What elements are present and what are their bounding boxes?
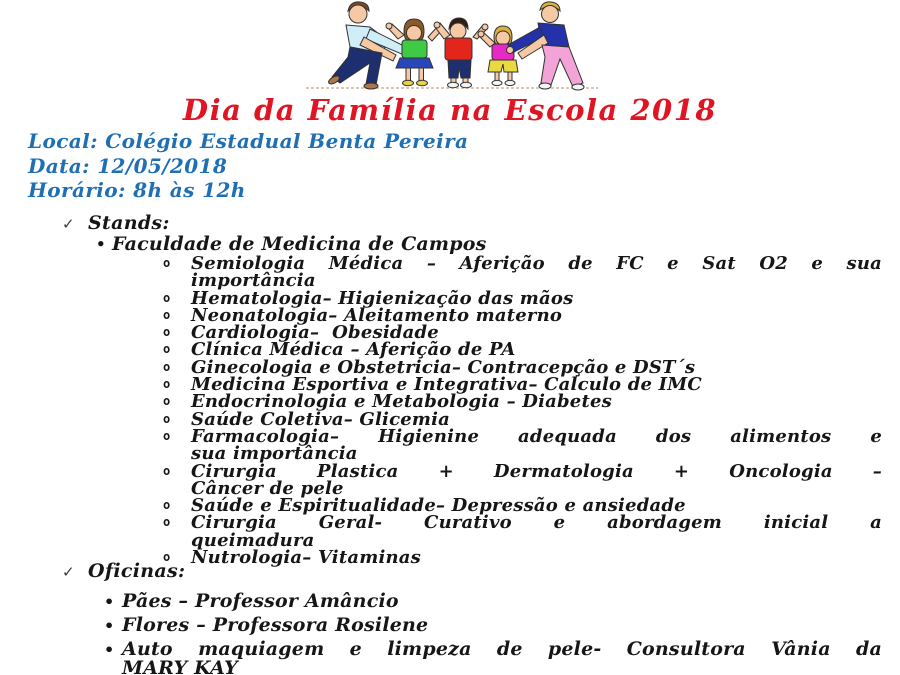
list-item-text: Auto maquiagem e limpeza de pele- Consultora Vânia da MARY KAY [122, 637, 882, 675]
list-item-text: Cardiologia– Obesidade [191, 322, 439, 344]
bullet-icon: o [163, 411, 171, 426]
bullet-icon: o [163, 498, 171, 513]
stands-heading-row [0, 212, 882, 234]
family-clipart-image [292, 1, 612, 93]
event-info [28, 129, 468, 203]
list-item-text: Hematologia– Higienização das mãos [191, 287, 574, 309]
bullet-icon: • [104, 591, 115, 611]
list-item-text: Cirurgia Geral- Curativo e abordagem inicial a queimadura [191, 512, 882, 551]
list-item [0, 514, 882, 549]
bullet-icon: o [163, 463, 171, 478]
stands-item-list [0, 253, 882, 569]
bullet-icon: • [104, 639, 115, 659]
list-item [0, 613, 882, 636]
list-item-text: Ginecologia e Obstetricia– Contracepção e DST´s [191, 356, 696, 378]
bullet-icon: o [163, 428, 171, 443]
list-item-text: Neonatologia– Aleitamento materno [191, 304, 563, 326]
family-clipart [292, 1, 612, 93]
stands-section [0, 212, 882, 569]
bullet-icon: • [104, 615, 115, 635]
bullet-icon: o [163, 256, 171, 270]
list-item [0, 304, 882, 326]
checkmark-icon: ✓ [62, 563, 75, 581]
page-title: Dia da Família na Escola 2018 [182, 93, 718, 127]
list-item-text: Clínica Médica – Aferição de PA [191, 339, 516, 361]
bullet-icon: • [96, 235, 106, 253]
list-item-text: Medicina Esportiva e Integrativa– Calculo de IMC [191, 374, 702, 396]
event-location: Local: Colégio Estadual Benta Pereira [28, 129, 469, 153]
stands-group-row [0, 234, 882, 255]
list-item-text: Saúde e Espiritualidade– Depressão e ansiedade [191, 495, 686, 517]
bullet-icon: o [163, 394, 171, 409]
bullet-icon: o [163, 550, 171, 565]
list-item-text: Flores – Professora Rosilene [122, 613, 429, 636]
event-date: Data: 12/05/2018 [28, 153, 228, 178]
oficinas-heading: Oficinas: [88, 560, 186, 582]
bullet-icon: o [163, 515, 171, 530]
oficinas-heading-row [0, 560, 882, 587]
bullet-icon: o [163, 290, 171, 305]
checkmark-icon: ✓ [62, 215, 75, 233]
list-item-text: Endocrinologia e Metabologia – Diabetes [191, 391, 612, 413]
bullet-icon: o [163, 325, 171, 340]
list-item-text: Pães – Professor Amâncio [122, 589, 399, 612]
list-item [0, 589, 882, 612]
stands-group-label: Faculdade de Medicina de Campos [112, 233, 487, 255]
list-item-text: Saúde Coletiva– Glicemia [191, 408, 451, 430]
list-item-text: Nutrologia– Vitaminas [191, 547, 421, 569]
bullet-icon: o [163, 342, 171, 357]
list-item [0, 425, 882, 465]
bullet-icon: o [163, 307, 171, 322]
event-time: Horário: 8h às 12h [28, 178, 246, 202]
oficinas-section [0, 560, 882, 675]
oficinas-item-list [0, 589, 882, 675]
bullet-icon: o [163, 359, 171, 374]
list-item [0, 255, 882, 290]
stands-heading: Stands: [88, 212, 170, 234]
list-item-text: Farmacologia– Higienine adequada dos alimentos e sua importância [191, 425, 882, 465]
list-item-text: Cirurgia Plastica + Dermatologia + Oncologia – Câncer de pele [191, 460, 882, 499]
list-item [0, 637, 882, 675]
bullet-icon: o [163, 377, 171, 392]
list-item [0, 460, 882, 499]
list-item-text: Semiologia Médica – Aferição de FC e Sat O2 e sua importância [191, 253, 882, 292]
